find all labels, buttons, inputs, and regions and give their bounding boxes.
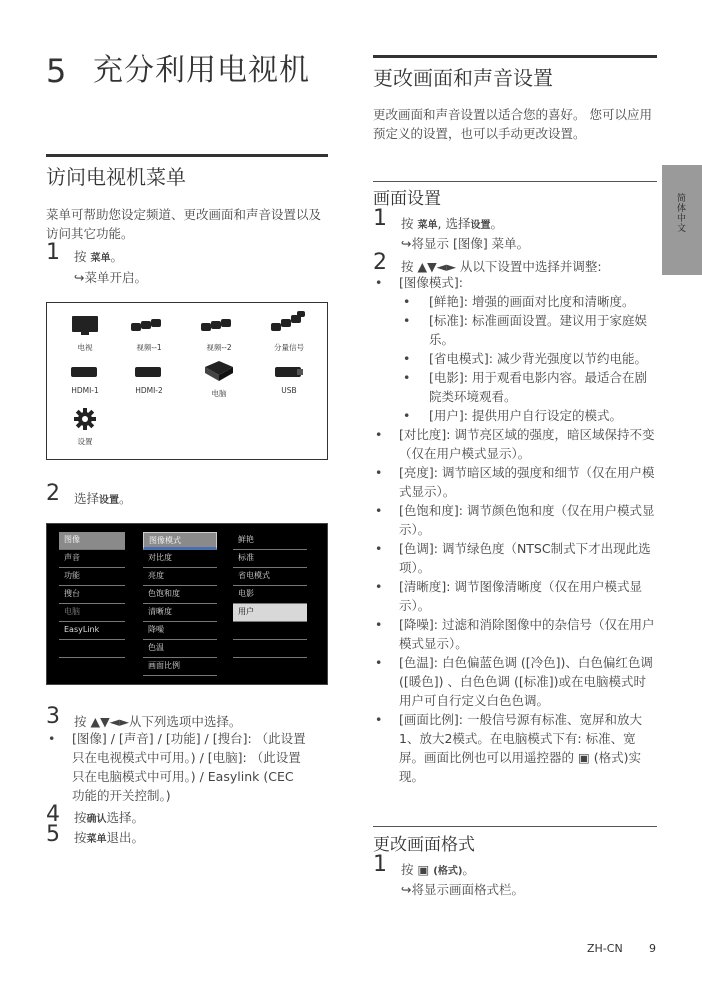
menu-item-hdmi1[interactable]: [55, 363, 115, 395]
menu-item-tv[interactable]: [55, 315, 115, 353]
menu-item-label: HDMI-1: [71, 386, 99, 395]
step-number: 2: [46, 481, 60, 506]
menu-item-label: 视频--2: [206, 343, 232, 352]
chapter-number: 5: [46, 52, 67, 90]
step-text: 按确认选择。: [74, 810, 145, 825]
osd-item[interactable]: 用户: [233, 604, 307, 622]
menu-item-hdmi2[interactable]: [119, 363, 179, 395]
menu-item-video2[interactable]: [189, 313, 249, 353]
usb-connector-icon: [271, 363, 307, 381]
step-number: 1: [46, 240, 60, 265]
menu-item-setup[interactable]: [55, 407, 115, 447]
menu-key-label: 菜单: [90, 253, 111, 264]
menu-key-label: 菜单: [86, 834, 107, 845]
page-number: 9: [649, 942, 656, 955]
tv-icon: [70, 315, 100, 337]
chapter-title: 充分利用电视机: [93, 53, 310, 88]
ok-key-label: 确认: [86, 814, 107, 825]
step-number: 2: [373, 250, 387, 275]
osd-item[interactable]: 声音: [59, 550, 125, 568]
step-text: 按 菜单。: [74, 249, 124, 264]
component-connector-icon: [269, 309, 309, 337]
picture-menu-osd-figure: [46, 523, 328, 685]
list-item: • [鲜艳]: 增强的画面对比度和清晰度。: [373, 292, 655, 311]
pc-connector-icon: [201, 359, 237, 383]
list-item: • [清晰度]: 调节图像清晰度（仅在用户模式显示）。: [373, 577, 655, 615]
footer-language-code: ZH-CN: [587, 942, 623, 955]
step-result: ↪菜单开启。: [74, 270, 147, 285]
step-text: 按菜单退出。: [74, 830, 145, 845]
language-tab-label: 简体中文: [675, 193, 685, 233]
menu-item-label: HDMI-2: [135, 386, 163, 395]
language-side-tab: [662, 165, 702, 275]
step-text: 按 ▲▼◄► 从以下设置中选择并调整:: [401, 259, 602, 274]
menu-item-usb[interactable]: [259, 363, 319, 395]
list-item: • [用户]: 提供用户自行设定的模式。: [373, 406, 655, 425]
osd-item[interactable]: 画面比例: [143, 658, 217, 676]
step-number: 3: [46, 704, 60, 729]
osd-mode-column: [233, 532, 307, 658]
menu-item-label: 视频--1: [136, 343, 162, 352]
gear-icon: [73, 407, 97, 431]
osd-item[interactable]: EasyLink: [59, 622, 125, 640]
osd-item[interactable]: 亮度: [143, 568, 217, 586]
step-text: 选择设置。: [74, 491, 132, 506]
list-item: • [画面比例]: 一般信号源有标准、宽屏和放大1、放大2模式。在电脑模式下有: 标准、宽屏。画面比例也可以用遥控器的 ▣ (格式)实现。: [373, 710, 655, 786]
access-menu-intro: 菜单可帮助您设定频道、更改画面和声音设置以及访问其它功能。: [46, 207, 322, 241]
subsection-rule: [373, 826, 657, 827]
step-result: ↪将显示 [图像] 菜单。: [401, 236, 530, 251]
osd-item[interactable]: 降噪: [143, 622, 217, 640]
osd-item[interactable]: 对比度: [143, 550, 217, 568]
osd-main-column: [59, 532, 125, 658]
step-number: 1: [373, 206, 387, 231]
osd-item[interactable]: 色温: [143, 640, 217, 658]
step-number: 5: [46, 822, 60, 847]
section-title-access-menu: 访问电视机菜单: [46, 165, 186, 189]
section-rule: [46, 154, 328, 157]
step-text: 按 ▲▼◄►从下列选项中选择。: [74, 714, 242, 729]
menu-item-pc[interactable]: [189, 359, 249, 399]
osd-item[interactable]: 省电模式: [233, 568, 307, 586]
subsection-title-picture-settings: 画面设置: [373, 189, 441, 209]
setup-key-label: 设置: [99, 495, 120, 506]
scart-connector-icon: [129, 313, 169, 337]
osd-item[interactable]: 图像模式: [143, 532, 217, 550]
osd-item[interactable]: 色饱和度: [143, 586, 217, 604]
section-rule: [373, 55, 657, 58]
menu-item-label: 设置: [77, 437, 93, 446]
osd-item[interactable]: 电脑: [59, 604, 125, 622]
format-key-label: (格式): [433, 866, 463, 877]
osd-item[interactable]: [233, 622, 307, 640]
list-item: • [色饱和度]: 调节颜色饱和度（仅在用户模式显示）。: [373, 501, 655, 539]
source-options-list: [46, 729, 306, 805]
osd-item[interactable]: 电影: [233, 586, 307, 604]
subsection-rule: [373, 181, 657, 182]
list-item: • [电影]: 用于观看电影内容。最适合在剧院类环境观看。: [373, 368, 655, 406]
section-title-picture-sound: 更改画面和声音设置: [373, 66, 553, 90]
setup-key-label: 设置: [470, 220, 491, 231]
osd-item[interactable]: [59, 640, 125, 658]
osd-item[interactable]: 功能: [59, 568, 125, 586]
step-text: 按 ▣ (格式)。: [401, 862, 475, 877]
list-item: • [色温]: 白色偏蓝色调 ([冷色])、白色偏红色调 ([暖色]) 、白色色调 ([标准])或在电脑模式时用户可自行定义白色色调。: [373, 653, 655, 710]
list-item: • [对比度]: 调节亮区域的强度，暗区域保持不变（仅在用户模式显示）。: [373, 425, 655, 463]
menu-item-label: 电脑: [211, 389, 227, 398]
menu-item-label: 电视: [77, 343, 93, 352]
step-number: 4: [46, 802, 60, 827]
osd-item[interactable]: 搜台: [59, 586, 125, 604]
list-item: • [降噪]: 过滤和消除图像中的杂信号（仅在用户模式显示）。: [373, 615, 655, 653]
list-item: • [图像模式]:: [373, 273, 655, 292]
list-item: • [标准]: 标准画面设置。建议用于家庭娱乐。: [373, 311, 655, 349]
scart-connector-icon: [199, 313, 239, 337]
picture-settings-list: [373, 273, 655, 786]
step-text: 按 菜单, 选择设置。: [401, 216, 503, 231]
home-menu-figure: [46, 302, 328, 460]
osd-item[interactable]: 图像: [59, 532, 125, 550]
osd-item[interactable]: [233, 640, 307, 658]
osd-item[interactable]: 鲜艳: [233, 532, 307, 550]
picture-sound-intro: 更改画面和声音设置以适合您的喜好。 您可以应用预定义的设置，也可以手动更改设置。: [373, 107, 652, 141]
list-item: • [亮度]: 调节暗区域的强度和细节（仅在用户模式显示）。: [373, 463, 655, 501]
step-number: 1: [373, 852, 387, 877]
menu-key-label: 菜单: [417, 220, 438, 231]
list-item: • [图像] / [声音] / [功能] / [搜台]: （此设置只在电视模式中可用。) / [电脑]: （此设置只在电脑模式中可用。) / Easylink (CEC功能的开关控制。): [46, 729, 306, 805]
menu-item-video1[interactable]: [119, 313, 179, 353]
subsection-title-picture-format: 更改画面格式: [373, 835, 475, 855]
osd-item[interactable]: 清晰度: [143, 604, 217, 622]
list-item: • [省电模式]: 减少背光强度以节约电能。: [373, 349, 655, 368]
hdmi-connector-icon: [131, 363, 167, 381]
hdmi-connector-icon: [67, 363, 103, 381]
osd-picture-column: [143, 532, 217, 676]
menu-item-label: 分量信号: [274, 343, 304, 352]
list-item: • [色调]: 调节绿色度（NTSC制式下才出现此选项）。: [373, 539, 655, 577]
menu-item-component[interactable]: [259, 309, 319, 353]
step-result: ↪将显示画面格式栏。: [401, 882, 524, 897]
menu-item-label: USB: [281, 386, 297, 395]
osd-item[interactable]: 标准: [233, 550, 307, 568]
